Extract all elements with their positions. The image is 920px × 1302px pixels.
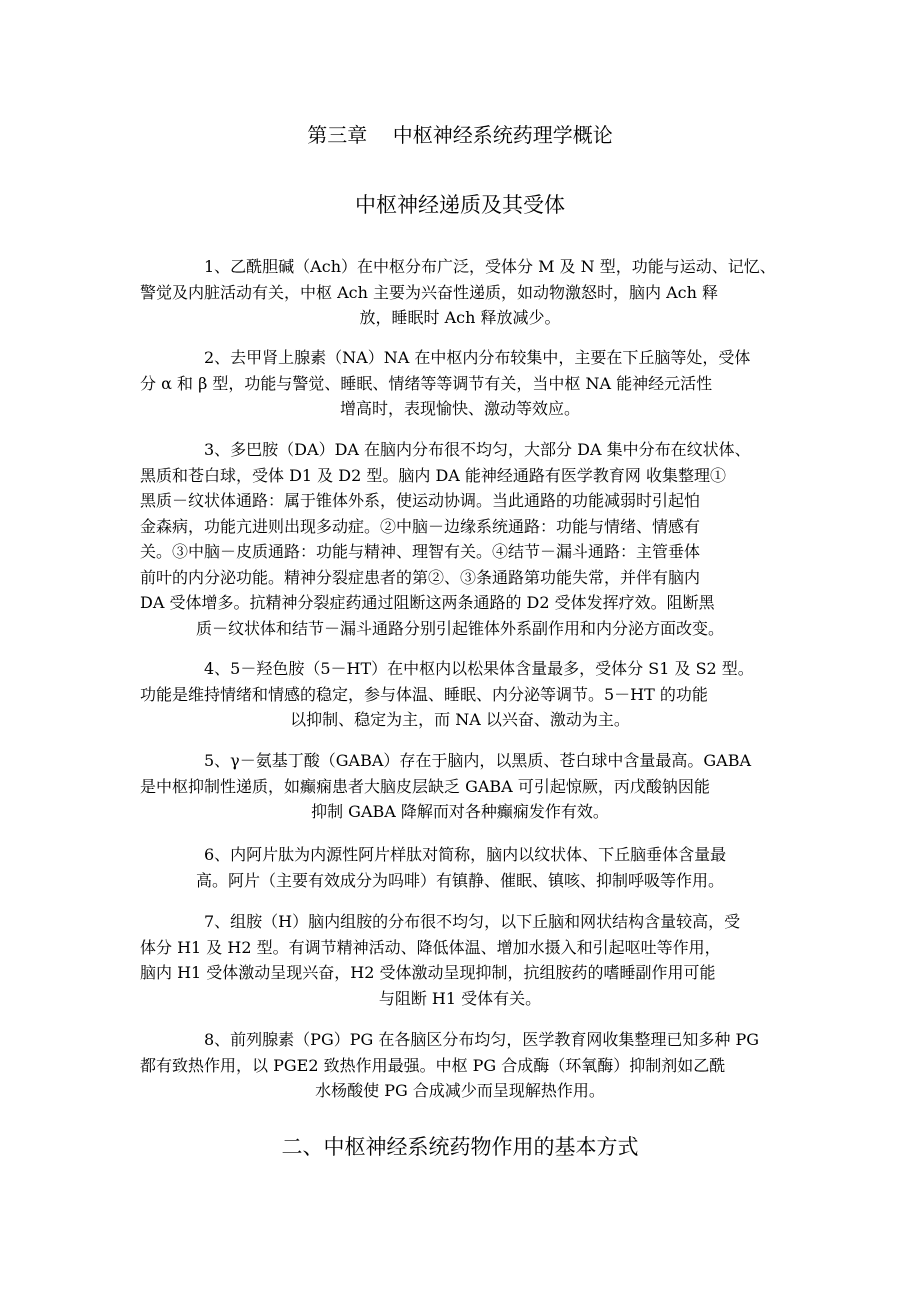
paragraph-line: 8、前列腺素（PG）PG 在各脑区分布均匀，医学教育网收集整理已知多种 PG [204,1030,759,1049]
paragraph-line: 警觉及内脏活动有关，中枢 Ach 主要为兴奋性递质，如动物激怒时，脑内 Ach 释 [140,282,718,302]
paragraph-dopamine [140,437,780,641]
paragraph-histamine [140,909,780,1011]
paragraph-line: 金森病，功能亢进则出现多动症。②中脑－边缘系统通路：功能与情绪、情感有 [140,516,701,536]
section-title-basic-modes: 二、中枢神经系统药物作用的基本方式 [281,1135,639,1159]
paragraph-line: 前叶的内分泌功能。精神分裂症患者的第②、③条通路第功能失常，并伴有脑内 [140,567,701,587]
paragraph-line: 关。③中脑－皮质通路：功能与精神、理智有关。④结节－漏斗通路：主管垂体 [140,542,701,561]
paragraph-line: 以抑制、稳定为主，而 NA 以兴奋、激动为主。 [290,710,630,729]
paragraph-line: 水杨酸使 PG 合成减少而呈现解热作用。 [315,1081,605,1100]
paragraph-prostaglandin [140,1027,780,1104]
paragraph-line: 高。阿片（主要有效成分为吗啡）有镇静、催眠、镇咳、抑制呼吸等作用。 [195,870,724,890]
paragraph-line: 5、γ－氨基丁酸（GABA）存在于脑内，以黑质、苍白球中含量最高。GABA [204,751,752,770]
paragraph-noradrenaline [140,345,780,422]
paragraph-line: DA 受体增多。抗精神分裂症药通过阻断这两条通路的 D2 受体发挥疗效。阻断黑 [140,593,715,612]
paragraph-line: 2、去甲肾上腺素（NA）NA 在中枢内分布较集中，主要在下丘脑等处，受体 [204,348,751,367]
paragraph-line: 放，睡眠时 Ach 释放减少。 [359,308,561,327]
paragraph-line: 脑内 H1 受体激动呈现兴奋，H2 受体激动呈现抑制，抗组胺药的嗜睡副作用可能 [140,963,716,982]
paragraph-line: 抑制 GABA 降解而对各种癫痫发作有效。 [311,802,609,821]
paragraph-serotonin [140,656,780,733]
paragraph-line: 都有致热作用，以 PGE2 致热作用最强。中枢 PG 合成酶（环氧酶）抑制剂如乙酰 [140,1055,726,1075]
paragraph-line: 7、组胺（H）脑内组胺的分布很不均匀，以下丘脑和网状结构含量较高，受 [204,912,741,931]
chapter-title: 第三章 中枢神经系统药理学概论 [307,123,613,147]
paragraph-line: 与阻断 H1 受体有关。 [378,988,542,1008]
paragraph-line: 6、内阿片肽为内源性阿片样肽对简称，脑内以纹状体、下丘脑垂体含量最 [204,845,727,864]
paragraph-line: 1、乙酰胆碱（Ach）在中枢分布广泛，受体分 M 及 N 型，功能与运动、记忆、 [204,257,776,276]
paragraph-line: 功能是维持情绪和情感的稳定，参与体温、睡眠、内分泌等调节。5－HT 的功能 [140,684,708,704]
paragraph-line: 质－纹状体和结节－漏斗通路分别引起锥体外系副作用和内分泌方面改变。 [195,618,724,638]
section-title-neurotransmitters: 中枢神经递质及其受体 [355,193,565,217]
paragraph-opioid-peptides [140,842,780,893]
paragraph-acetylcholine [140,254,780,331]
paragraph-line: 4、5－羟色胺（5－HT）在中枢内以松果体含量最多，受体分 S1 及 S2 型。 [204,659,754,678]
paragraph-line: 黑质－纹状体通路：属于锥体外系，使运动协调。当此通路的功能减弱时引起怕 [140,491,701,510]
paragraph-line: 是中枢抑制性递质，如癫痫患者大脑皮层缺乏 GABA 可引起惊厥，丙戊酸钠因能 [140,776,710,796]
paragraph-line: 分 α 和 β 型，功能与警觉、睡眠、情绪等等调节有关，当中枢 NA 能神经元活性 [140,373,713,393]
paragraph-line: 3、多巴胺（DA）DA 在脑内分布很不均匀，大部分 DA 集中分布在纹状体、 [204,440,751,459]
paragraph-gaba [140,748,780,825]
paragraph-line: 增高时，表现愉快、激动等效应。 [339,399,580,418]
paragraph-line: 黑质和苍白球，受体 D1 及 D2 型。脑内 DA 能神经通路有医学教育网 收集整理① [140,465,727,485]
paragraph-line: 体分 H1 及 H2 型。有调节精神活动、降低体温、增加水摄入和引起呕吐等作用， [140,937,721,957]
